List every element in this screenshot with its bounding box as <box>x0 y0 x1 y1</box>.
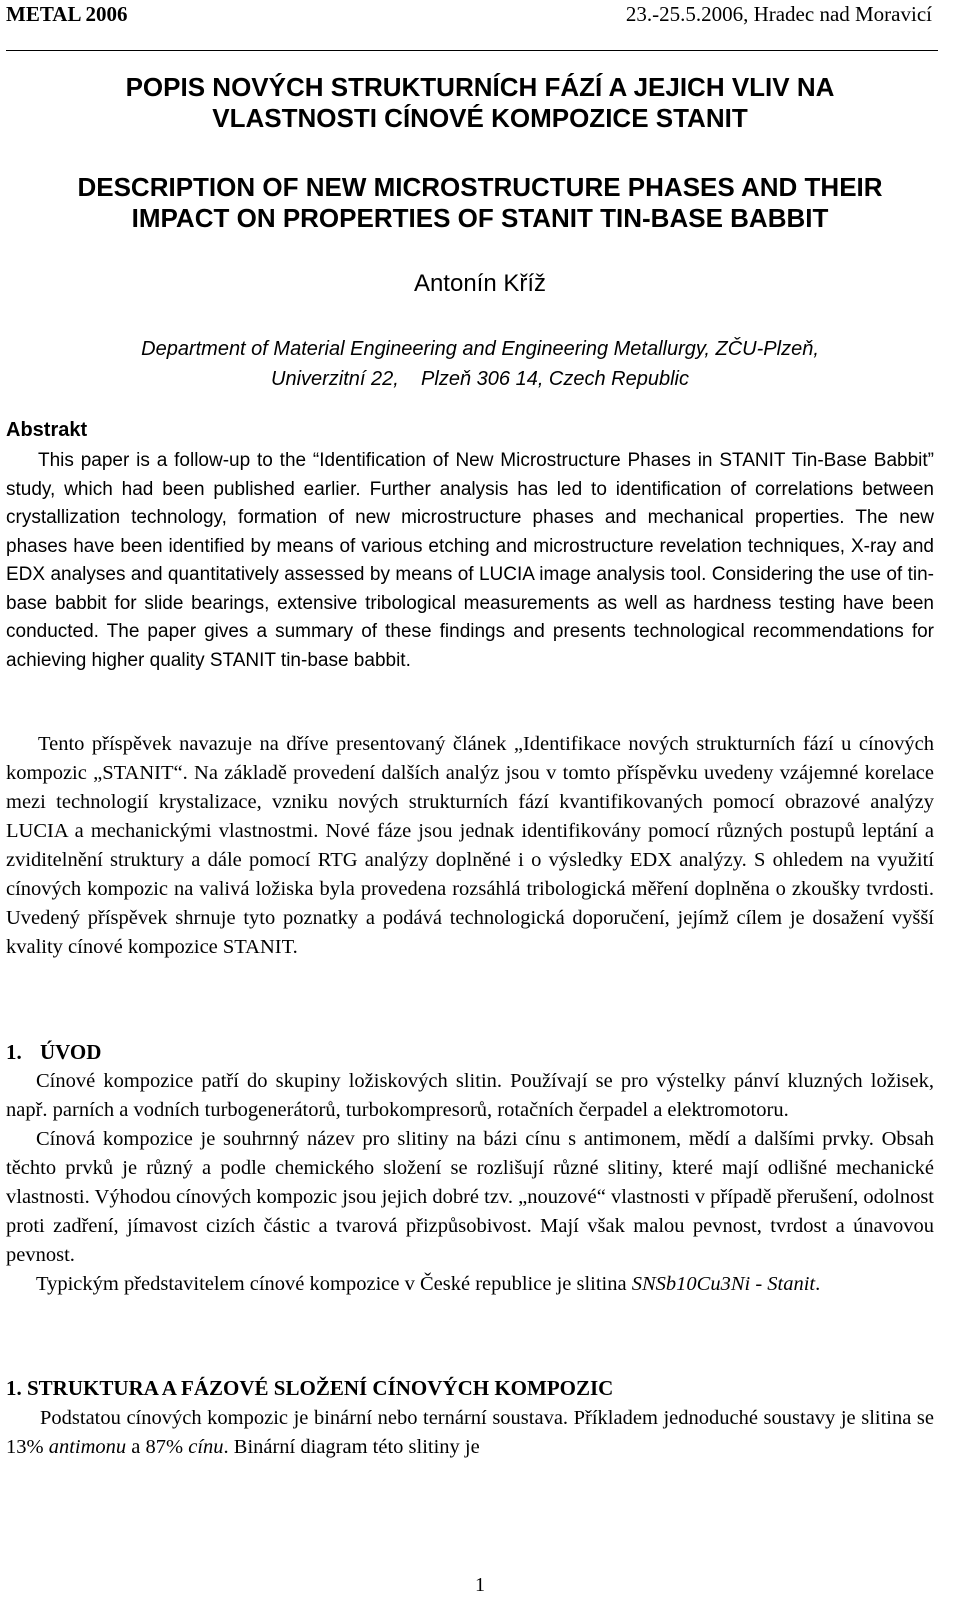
section-1-paragraph-1: Cínové kompozice patří do skupiny ložiskových slitin. Používají se pro výstelky pánví kluzných ložisek, např. parních a vodních turbogenerátorů, turbokompresorů, rotačních čerpadel a elektromotoru. <box>6 1070 934 1121</box>
section-1-title: ÚVOD <box>40 1040 102 1064</box>
title-czech-line-2: VLASTNOSTI CÍNOVÉ KOMPOZICE STANIT <box>212 103 748 133</box>
section-1-paragraph-3 <box>6 1270 934 1299</box>
section-1-number: 1. <box>6 1040 22 1064</box>
title-czech <box>0 72 960 134</box>
author-name: Antonín Kříž <box>413 270 547 297</box>
abstract-english: This paper is a follow-up to the “Identification of New Microstructure Phases in STANIT Tin-Base Babbit” study, which had been published earlier. Further analysis has led to identification of correlations between crystallization technology, formation of new microstructure phases and mechanical properties. The new phases have been identified by means of various etching and microstructure revelation techniques, X-ray and EDX analyses and quantitatively assessed by means of LUCIA image analysis tool. Considering the use of tin-base babbit for slide bearings, extensive tribological measurements as well as hardness testing have been conducted. The paper gives a summary of these findings and presents technological recommendations for achieving higher quality STANIT tin-base babbit. <box>6 450 934 671</box>
abstract-czech: Tento příspěvek navazuje na dříve presentovaný článek „Identifikace nových strukturních fází u cínových kompozic „STANIT“. Na základě provedení dalších analýz jsou v tomto příspěvku uvedeny vzájemné korelace mezi technologií krystalizace, vzniku nových strukturních fází kvantifikovaných pomocí obrazové analýzy LUCIA a mechanickými vlastnostmi. Nové fáze jsou jednak identifikovány pomocí různých postupů leptání a zviditelnění struktury a dále pomocí RTG analýzy doplněné i o výsledky EDX analýzy. S ohledem na využití cínových kompozic na valivá ložiska byla provedena rozsáhlá tribologická měření doplněna o zkoušky tvrdosti. Uvedený příspěvek shrnuje tyto poznatky a podává technologická doporučení, jejímž cílem je dosažení vyšší kvality cínové kompozice STANIT. <box>6 733 934 958</box>
title-czech-line-1: POPIS NOVÝCH STRUKTURNÍCH FÁZÍ A JEJICH VLIV NA <box>125 72 835 102</box>
header-rule <box>6 50 938 51</box>
section-2-heading: 1. STRUKTURA A FÁZOVÉ SLOŽENÍ CÍNOVÝCH KOMPOZIC <box>6 1376 614 1400</box>
affiliation-line-1: Department of Material Engineering and Engineering Metallurgy, ZČU-Plzeň, <box>141 338 819 360</box>
s2-start: Podstatou cínových kompozic je binární nebo ternární soustava. Příkladem jednoduché soustavy je slitina se 13% <box>6 1407 934 1458</box>
s2-mid: a 87% <box>126 1436 189 1458</box>
p3-dash: - <box>750 1273 768 1295</box>
section-1-paragraph-2: Cínová kompozice je souhrnný název pro slitiny na bázi cínu s antimonem, mědí a dalšími prvky. Obsah těchto prvků je různý a podle chemického složení se rozlišují různé slitiny, které mají odlišné mechanické vlastnosti. Výhodou cínových kompozic jsou jejich dobré tzv. „nouzové“ vlastnosti v případě přerušení, odolnost proti zadření, jímavost cizích částic a tvarová přizpůsobivost. Mají však malou pevnost, tvrdost a únavovou pevnost. <box>6 1128 934 1266</box>
title-english-line-1: DESCRIPTION OF NEW MICROSTRUCTURE PHASES AND THEIR <box>77 172 883 202</box>
conference-name: METAL 2006 <box>6 2 128 26</box>
author-affiliation <box>0 334 960 394</box>
section-2-body <box>6 1404 934 1462</box>
tin-word: cínu <box>188 1436 224 1458</box>
s2-end: . Binární diagram této slitiny je <box>223 1436 480 1458</box>
page-header <box>6 0 932 30</box>
section-1-heading <box>6 1040 101 1065</box>
title-english <box>0 172 960 234</box>
conference-date-place: 23.-25.5.2006, Hradec nad Moravicí <box>625 2 932 26</box>
abstract-heading: Abstrakt <box>6 419 88 441</box>
alloy-designation: SNSb10Cu3Ni <box>631 1273 751 1295</box>
section-1-body <box>6 1067 934 1299</box>
alloy-name: Stanit <box>767 1273 816 1295</box>
affiliation-line-2: Univerzitní 22, Plzeň 306 14, Czech Republic <box>271 368 689 390</box>
p3-end: . <box>815 1273 821 1295</box>
p3-start: Typickým představitelem cínové kompozice v České republice je slitina <box>36 1273 632 1295</box>
page-number: 1 <box>475 1574 485 1596</box>
antimony-word: antimonu <box>48 1436 127 1458</box>
title-english-line-2: IMPACT ON PROPERTIES OF STANIT TIN-BASE BABBIT <box>131 203 829 233</box>
